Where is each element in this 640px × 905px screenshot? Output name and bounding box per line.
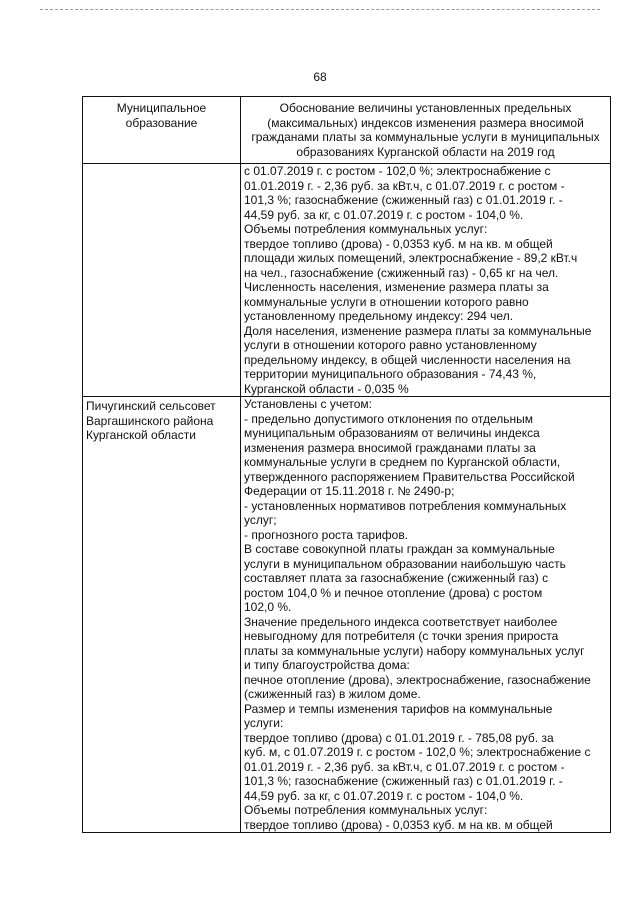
table-header-row <box>83 97 611 164</box>
text-line: предельному индексу, в общей численности населения на <box>244 352 571 367</box>
text-line: Варгашинского района <box>86 413 214 428</box>
text-line: 44,59 руб. за кг, с 01.07.2019 г. с ростом - 104,0 %. <box>244 207 524 222</box>
text-line: (максимальных) индексов изменения размера вносимой <box>267 115 584 130</box>
text-line: Объемы потребления коммунальных услуг: <box>244 803 488 817</box>
text-line: утвержденного распоряжением Правительства Российской <box>244 469 575 484</box>
text-line: услуги в отношении которого равно установленному <box>244 338 537 352</box>
text-line: 01.01.2019 г. - 2,36 руб. за кВт.ч, с 01.07.2019 г. с ростом - <box>244 759 565 774</box>
header-municipality <box>83 97 241 164</box>
text-line: Значение предельного индекса соответствует наиболее <box>244 614 558 629</box>
text-line: образованиях Курганской области на 2019 год <box>296 144 555 159</box>
text-line: коммунальные услуги в отношении которого равно <box>244 294 529 309</box>
text-line: - прогнозного роста тарифов. <box>244 527 409 542</box>
text-line: образование <box>125 115 198 130</box>
table-row <box>83 397 611 833</box>
page-number: 68 <box>313 70 327 84</box>
text-line: с 01.07.2019 г. с ростом - 102,0 %; электроснабжение с <box>244 164 551 178</box>
text-line: - установленных нормативов потребления коммунальных <box>244 498 567 513</box>
text-line: и типу благоустройства дома: <box>244 658 410 672</box>
table-row <box>83 164 611 397</box>
text-line: 44,59 руб. за кг, с 01.07.2019 г. с ростом - 104,0 %. <box>244 788 524 803</box>
justification-cell <box>241 397 611 833</box>
text-line: 01.01.2019 г. - 2,36 руб. за кВт.ч, с 01.07.2019 г. с ростом - <box>244 178 565 193</box>
text-line: Федерации от 15.11.2018 г. № 2490-р; <box>244 484 455 498</box>
text-line: муниципальным образованиям от величины индекса <box>244 426 540 440</box>
text-line: твердое топливо (дрова) - 0,0353 куб. м на кв. м общей <box>244 817 553 832</box>
text-line: Установлены с учетом: <box>244 397 372 411</box>
text-line: на чел., газоснабжение (сжиженный газ) - 0,65 кг на чел. <box>244 265 559 280</box>
text-line: печное отопление (дрова), электроснабжение, газоснабжение <box>244 672 591 687</box>
text-line: гражданами платы за коммунальные услуги в муниципальных <box>251 130 600 144</box>
text-line: невыгодному для потребителя (с точки зрения прироста <box>244 629 559 643</box>
header-justification <box>241 97 611 164</box>
text-line: куб. м, с 01.07.2019 г. с ростом - 102,0 %; электроснабжение с <box>244 745 591 759</box>
text-line: Объемы потребления коммунальных услуг: <box>244 222 488 236</box>
text-line: установленному предельному индексу: 294 чел. <box>244 309 514 323</box>
text-line: Доля населения, изменение размера платы за коммунальные <box>244 323 592 338</box>
text-line: Курганской области <box>86 428 196 442</box>
text-line: платы за коммунальные услуги) набору коммунальных услуг <box>244 643 585 658</box>
municipality-cell <box>83 164 241 397</box>
text-line: Пичугинский сельсовет <box>86 399 216 413</box>
text-line: составляет плата за газоснабжение (сжиженный газ) с <box>244 571 549 585</box>
justification-cell <box>241 164 611 397</box>
text-line: (сжиженный газ) в жилом доме. <box>244 687 421 701</box>
text-line: услуги в муниципальном образовании наибольшую часть <box>244 556 566 571</box>
text-line: твердое топливо (дрова) с 01.01.2019 г. - 785,08 руб. за <box>244 730 554 745</box>
text-line: Численность населения, изменение размера платы за <box>244 280 549 294</box>
text-line: 101,3 %; газоснабжение (сжиженный газ) с 01.01.2019 г. - <box>244 193 563 207</box>
text-line: коммунальные услуги в среднем по Курганской области, <box>244 455 561 469</box>
text-line: - предельно допустимого отклонения по отдельным <box>244 411 533 426</box>
text-line: изменения размера вносимой гражданами платы за <box>244 440 536 455</box>
text-line: ростом 104,0 % и печное отопление (дрова) с ростом <box>244 585 543 600</box>
text-line: услуг; <box>244 513 277 527</box>
text-line: Курганской области - 0,035 % <box>244 381 409 396</box>
scan-edge-line <box>40 9 600 10</box>
municipality-cell <box>83 397 241 833</box>
text-line: Обоснование величины установленных предельных <box>279 101 572 115</box>
text-line: услуги: <box>244 716 284 730</box>
text-line: Муниципальное <box>116 101 207 115</box>
text-line: твердое топливо (дрова) - 0,0353 куб. м на кв. м общей <box>244 236 553 251</box>
text-line: территории муниципального образования - 74,43 %, <box>244 367 537 381</box>
text-line: площади жилых помещений, электроснабжение - 89,2 кВт.ч <box>244 251 578 265</box>
text-line: Размер и темпы изменения тарифов на коммунальные <box>244 701 553 716</box>
tariff-table <box>82 96 611 833</box>
text-line: В составе совокупной платы граждан за коммунальные <box>244 542 555 556</box>
text-line: 102,0 %. <box>244 600 292 614</box>
text-line: 101,3 %; газоснабжение (сжиженный газ) с 01.01.2019 г. - <box>244 774 563 788</box>
